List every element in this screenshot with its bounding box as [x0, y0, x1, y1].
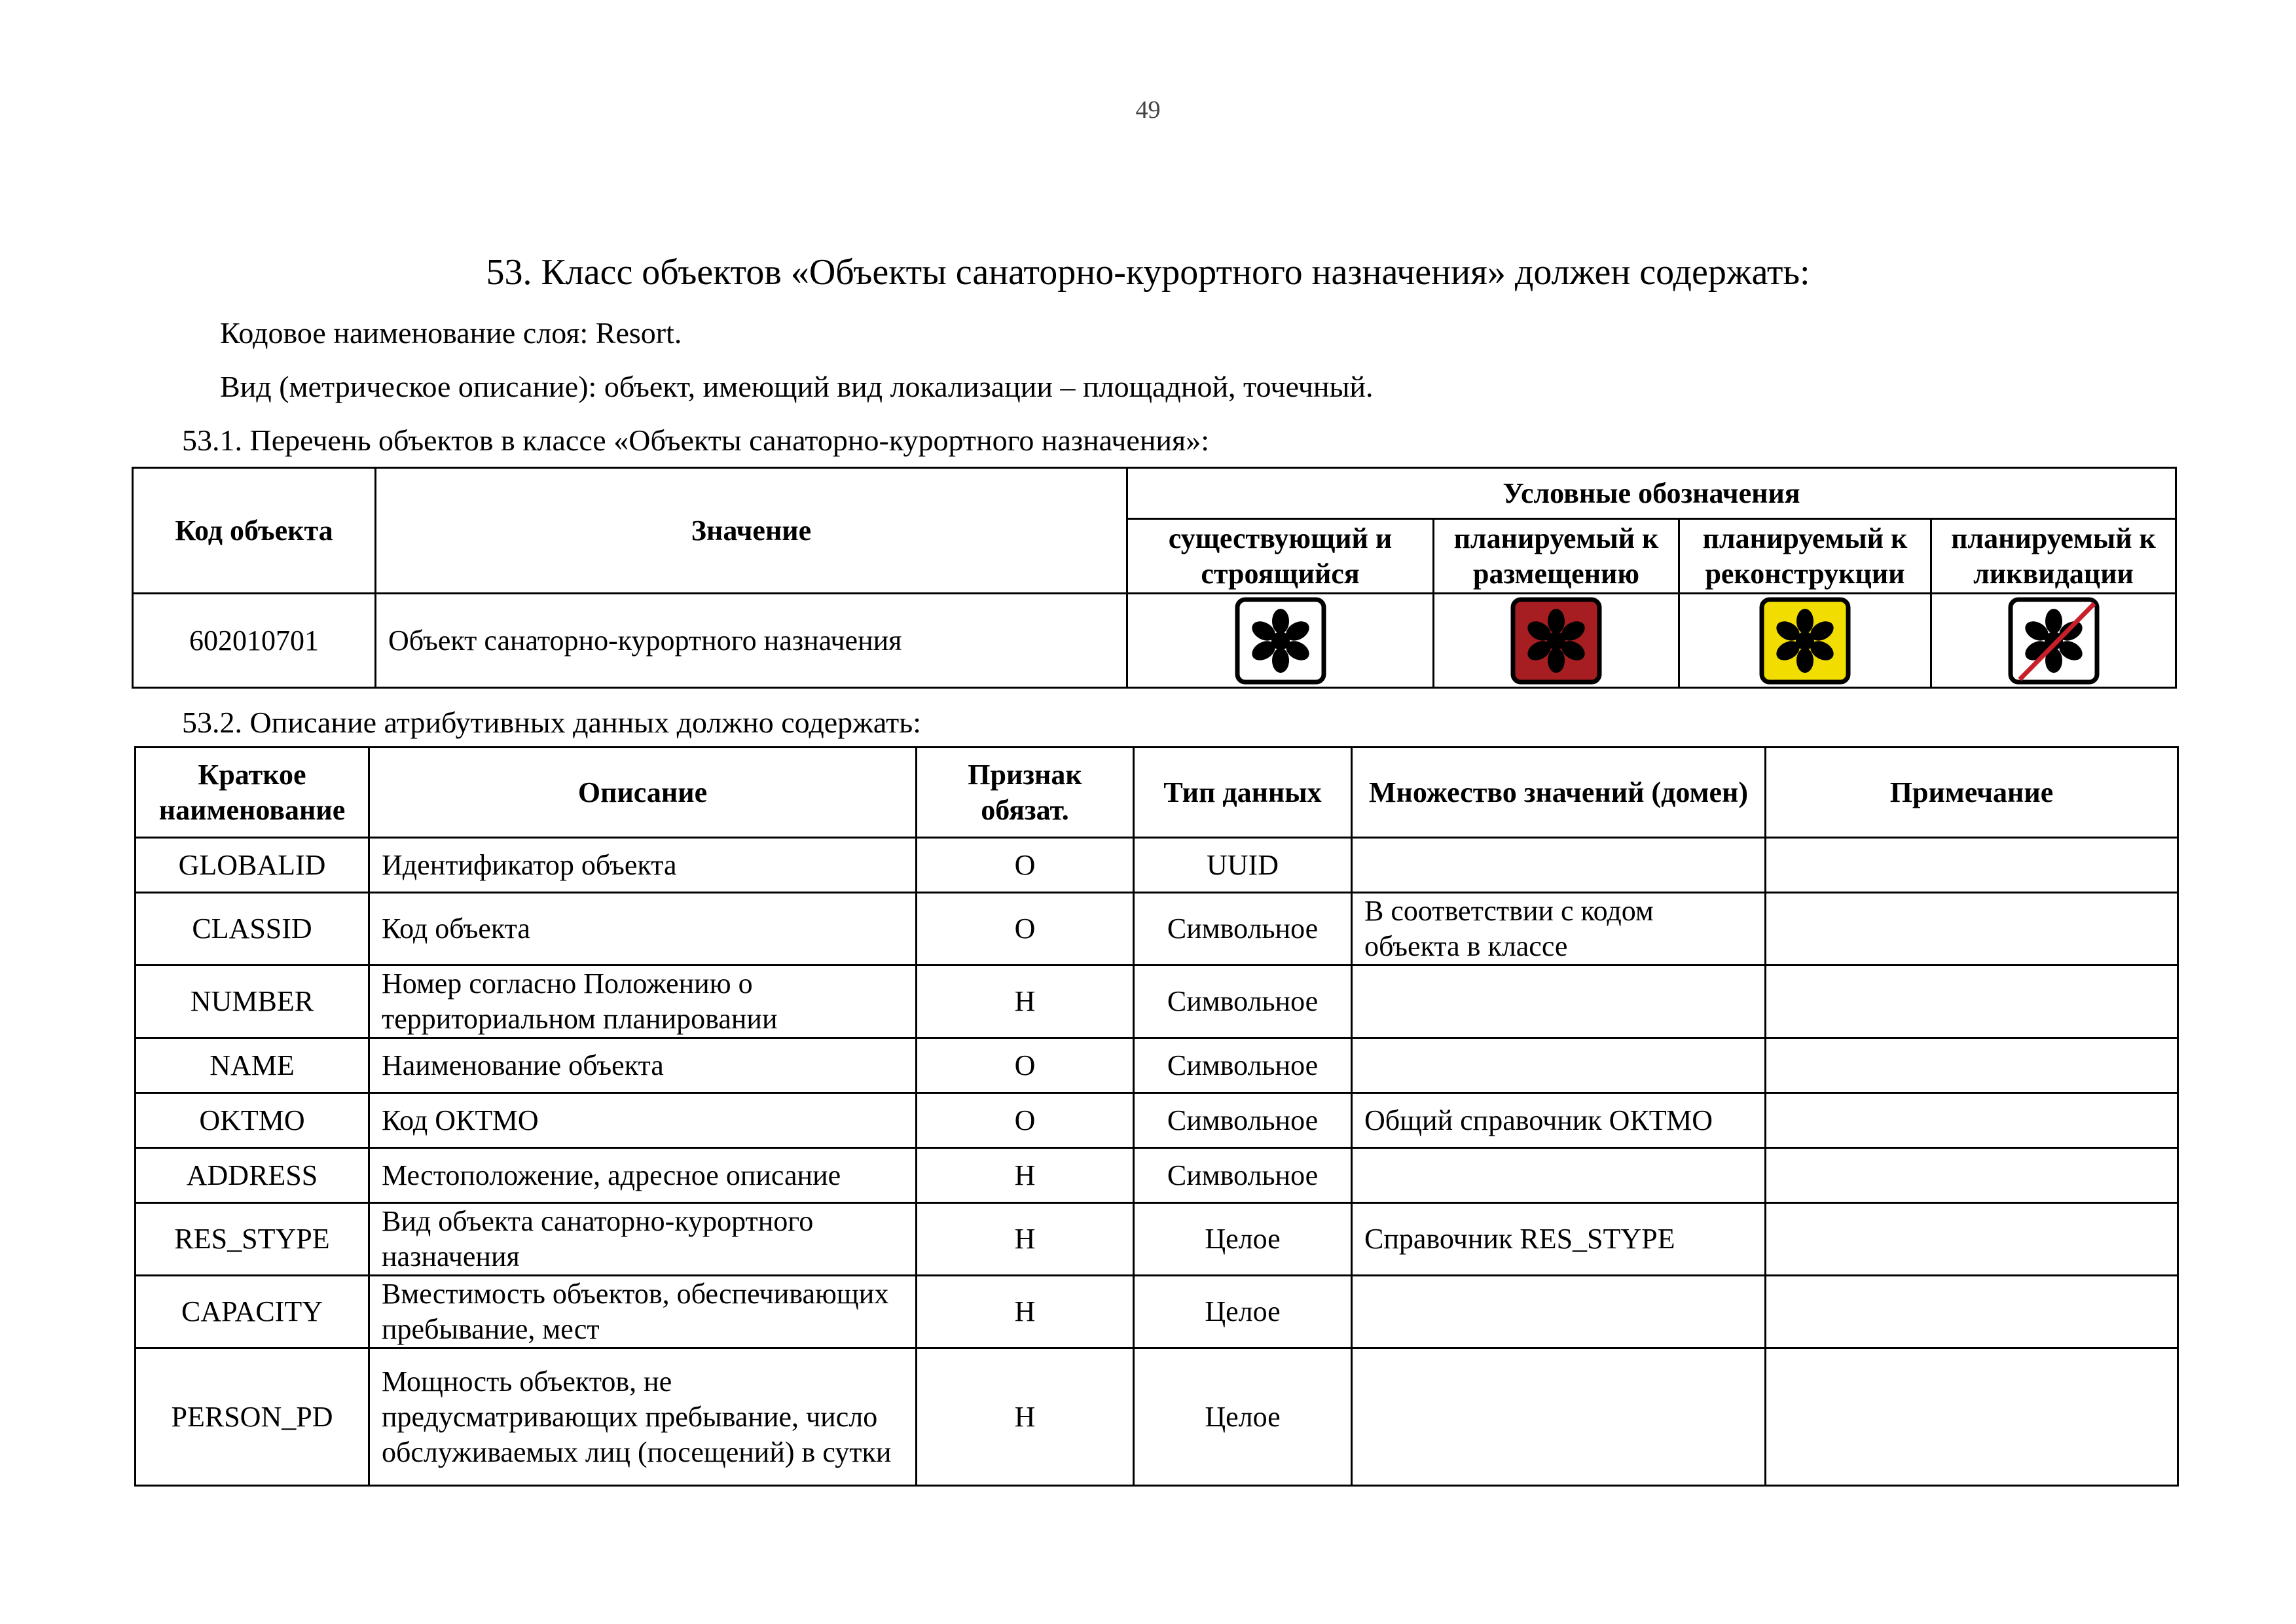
attr-data-type: Символьное	[1134, 893, 1352, 965]
layer-code-name: Кодовое наименование слоя: Resort.	[220, 316, 682, 350]
attr-short-name: NUMBER	[136, 965, 369, 1038]
object-value: Объект санаторно-курортного назначения	[376, 594, 1127, 688]
attr-note	[1766, 1038, 2178, 1093]
attr-domain	[1352, 1038, 1766, 1093]
attr-domain	[1352, 1148, 1766, 1203]
header-short-name: Краткое наименование	[136, 748, 369, 838]
attr-mandatory: О	[917, 1093, 1134, 1148]
col-symbols-header: Условные обозначения	[1127, 468, 2176, 519]
attr-mandatory: Н	[917, 1148, 1134, 1203]
attr-note	[1766, 1203, 2178, 1276]
attr-domain	[1352, 965, 1766, 1038]
header-description: Описание	[369, 748, 917, 838]
attr-data-type: Символьное	[1134, 1038, 1352, 1093]
attr-mandatory: О	[917, 838, 1134, 893]
attr-note	[1766, 838, 2178, 893]
table-row	[136, 1093, 2178, 1148]
resort-planned-liquidation-icon	[2007, 597, 2101, 685]
sub-planned-liquidation-header: планируемый к ликвидации	[1931, 519, 2176, 594]
attr-short-name: CAPACITY	[136, 1276, 369, 1348]
attr-short-name: GLOBALID	[136, 838, 369, 893]
attr-note	[1766, 1348, 2178, 1486]
attr-note	[1766, 1093, 2178, 1148]
col-code-header: Код объекта	[133, 468, 376, 594]
attr-data-type: Символьное	[1134, 965, 1352, 1038]
objects-table	[132, 467, 2177, 689]
attr-data-type: Символьное	[1134, 1148, 1352, 1203]
attr-mandatory: Н	[917, 965, 1134, 1038]
attr-description: Номер согласно Положению о территориальном планировании	[369, 965, 917, 1038]
attr-domain	[1352, 838, 1766, 893]
attr-domain: Общий справочник ОКТМО	[1352, 1093, 1766, 1148]
table-row	[136, 838, 2178, 893]
resort-existing-icon	[1233, 597, 1328, 685]
sub-planned-placement-header: планируемый к размещению	[1434, 519, 1679, 594]
table-row	[136, 893, 2178, 965]
attr-data-type: Целое	[1134, 1276, 1352, 1348]
object-code: 602010701	[133, 594, 376, 688]
sub-existing-header: существующий и строящийся	[1127, 519, 1434, 594]
attr-description: Вместимость объектов, обеспечивающих пребывание, мест	[369, 1276, 917, 1348]
attr-note	[1766, 893, 2178, 965]
attr-data-type: Целое	[1134, 1203, 1352, 1276]
attr-data-type: Символьное	[1134, 1093, 1352, 1148]
attr-note	[1766, 1276, 2178, 1348]
section-2-title: 53.2. Описание атрибутивных данных должно содержать:	[182, 706, 922, 739]
symbol-cell-planned-placement	[1434, 594, 1679, 688]
table-row	[136, 1348, 2178, 1486]
metric-description: Вид (метрическое описание): объект, имеющий вид локализации – площадной, точечный.	[220, 370, 1374, 403]
attr-mandatory: Н	[917, 1276, 1134, 1348]
symbol-cell-existing	[1127, 594, 1434, 688]
attr-note	[1766, 1148, 2178, 1203]
section-1-title: 53.1. Перечень объектов в классе «Объекты санаторно-курортного назначения»:	[182, 424, 1209, 457]
attr-short-name: CLASSID	[136, 893, 369, 965]
attr-description: Вид объекта санаторно-курортного назначения	[369, 1203, 917, 1276]
symbol-cell-planned-liquidation	[1931, 594, 2176, 688]
attr-domain	[1352, 1348, 1766, 1486]
attr-mandatory: О	[917, 893, 1134, 965]
section-heading: 53. Класс объектов «Объекты санаторно-курортного назначения» должен содержать:	[486, 252, 1810, 293]
attr-description: Идентификатор объекта	[369, 838, 917, 893]
attr-data-type: Целое	[1134, 1348, 1352, 1486]
table-row	[136, 1038, 2178, 1093]
col-value-header: Значение	[376, 468, 1127, 594]
attr-short-name: NAME	[136, 1038, 369, 1093]
page-number: 49	[1135, 96, 1161, 124]
attr-description: Наименование объекта	[369, 1038, 917, 1093]
header-domain: Множество значений (домен)	[1352, 748, 1766, 838]
attributes-table	[134, 746, 2179, 1487]
attr-domain: Справочник RES_STYPE	[1352, 1203, 1766, 1276]
attr-description: Местоположение, адресное описание	[369, 1148, 917, 1203]
resort-planned-placement-icon	[1509, 597, 1603, 685]
table-row	[136, 1276, 2178, 1348]
header-note: Примечание	[1766, 748, 2178, 838]
symbol-cell-planned-reconstruction	[1679, 594, 1931, 688]
attr-description: Код ОКТМО	[369, 1093, 917, 1148]
sub-planned-reconstruction-header: планируемый к реконструкции	[1679, 519, 1931, 594]
header-mandatory: Признак обязат.	[917, 748, 1134, 838]
table-row	[133, 594, 2176, 688]
attr-short-name: PERSON_PD	[136, 1348, 369, 1486]
attr-note	[1766, 965, 2178, 1038]
attr-short-name: RES_STYPE	[136, 1203, 369, 1276]
attr-domain	[1352, 1276, 1766, 1348]
attr-short-name: OKTMO	[136, 1093, 369, 1148]
attr-data-type: UUID	[1134, 838, 1352, 893]
header-data-type: Тип данных	[1134, 748, 1352, 838]
resort-planned-reconstruction-icon	[1758, 597, 1852, 685]
attr-description: Мощность объектов, не предусматривающих пребывание, число обслуживаемых лиц (посещений) в сутки	[369, 1348, 917, 1486]
attr-mandatory: О	[917, 1038, 1134, 1093]
attr-short-name: ADDRESS	[136, 1148, 369, 1203]
attr-domain: В соответствии с кодом объекта в классе	[1352, 893, 1766, 965]
table-row	[136, 965, 2178, 1038]
table-row	[136, 1148, 2178, 1203]
table-row	[136, 1203, 2178, 1276]
attr-mandatory: Н	[917, 1203, 1134, 1276]
attr-mandatory: Н	[917, 1348, 1134, 1486]
attr-description: Код объекта	[369, 893, 917, 965]
